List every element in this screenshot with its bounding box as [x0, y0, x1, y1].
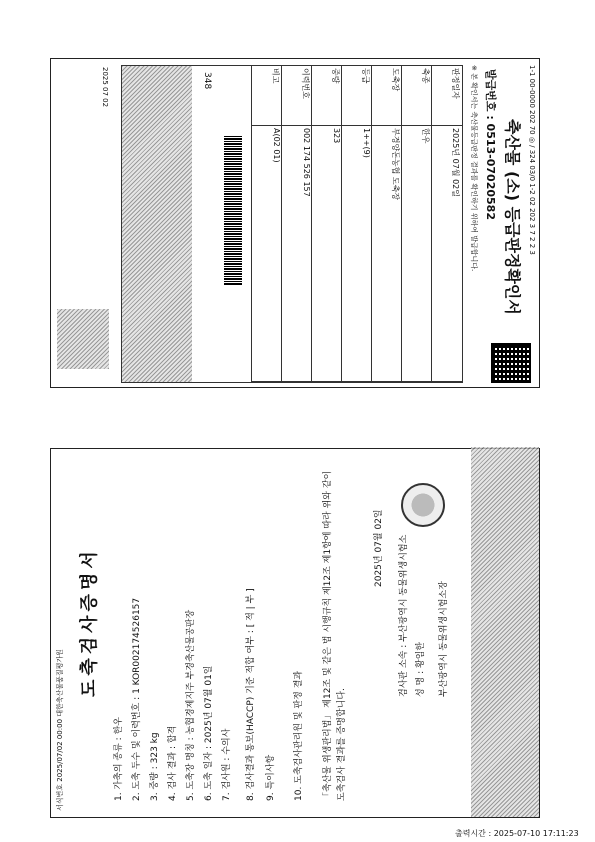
item-5: 5. 도축장 명칭 : 농협경제지주 부경축산물공판장	[186, 609, 196, 801]
item-no: 4.	[168, 792, 178, 801]
bottom-header-line: 서식번호 2025/07/02 00:00 대한축산물품질평가원	[56, 649, 64, 811]
row-value: A(02 01)	[252, 126, 282, 382]
section-10: 10. 도축검사관리원 및 판정 결과	[294, 670, 304, 801]
item-no: 7.	[222, 792, 232, 801]
item-label: 검사 결과	[168, 751, 178, 790]
top-header-line: 1-1 00-0000 202 70 ◎ / 324 03/0 1-2 02 202 3 7 2 2 3	[528, 65, 536, 255]
official-stamp	[401, 483, 445, 527]
bottom-document	[50, 448, 540, 818]
item-value: 323 kg	[150, 732, 160, 764]
row-label: 축종	[402, 66, 432, 126]
item-label: 도축 일자	[204, 751, 214, 790]
item-6: 6. 도축 일자 : 2025년 07월 01일	[204, 665, 214, 801]
section-9: 9. 특이사항	[266, 754, 276, 801]
row-value: 1++(9)	[342, 126, 372, 382]
item-no: 1.	[114, 792, 124, 801]
item-label: 검사원	[222, 763, 232, 790]
top-stamp-box	[57, 309, 109, 369]
row-value: 부경양돈농협 도축장	[372, 126, 402, 382]
item-value: 2025년 07월 01일	[204, 665, 214, 744]
row-label: 중량	[312, 66, 342, 126]
section-8: 8. 검사결과 통보(HACCP) 기준 적합 여부 : [ 적 | 부 ]	[246, 588, 256, 801]
row-label: 비고	[252, 66, 282, 126]
row-label: 이력번호	[282, 66, 312, 126]
print-time: 출력시간 : 2025-07-10 17:11:23	[455, 829, 579, 838]
top-title: 축산물 (소) 등급판정확인서	[503, 119, 522, 315]
row-value: 한우	[402, 126, 432, 382]
item-4: 4. 검사 결과 : 합격	[168, 725, 178, 801]
item-1: 1. 가축의 종류 : 한우	[114, 717, 124, 801]
item-no: 3.	[150, 792, 160, 801]
item-value: 합격	[168, 725, 178, 744]
row-label: 등급	[342, 66, 372, 126]
top-doc-number: 발급번호 : 0513-07020582	[484, 69, 497, 220]
item-7: 7. 검사원 : 수의사	[222, 728, 232, 801]
item-value: 한우	[114, 717, 124, 735]
footer: 부산광역시 동물위생시험소장	[439, 581, 449, 697]
item-value: 농협경제지주 부경축산물공판장	[186, 609, 196, 735]
item-value: 수의사	[222, 728, 232, 755]
item-no: 5.	[186, 792, 196, 801]
issue-date: 2025년 07월 02일	[374, 509, 384, 587]
item-2: 2. 도축 두수 및 이력번호 : 1 KOR002174526157	[132, 597, 142, 801]
top-document	[50, 58, 540, 388]
item-3: 3. 중량 : 323 kg	[150, 732, 160, 801]
item-value: 1 KOR002174526157	[132, 597, 142, 694]
top-notes: ※ 본 확인서는 축산물등급판정 결과를 확인하기 위하여 발급합니다.	[470, 65, 478, 272]
item-label: 중량	[150, 772, 160, 790]
row-label: 도축장	[372, 66, 402, 126]
item-label: 도축 두수 및 이력번호	[132, 702, 142, 790]
issuer: 검사관 소속 : 부산광역시 동물위생시험소	[399, 534, 409, 697]
top-table	[121, 65, 463, 383]
inspector: 성 명 : 황임한	[416, 641, 426, 697]
item-no: 2.	[132, 792, 142, 801]
row-label: 판정일자	[432, 66, 462, 126]
body-text: 「축산물 위생관리법」 제12조 및 같은 법 시행규칙 제12조 제1항에 따라 위와 같이 도축검사 결과를 증명합니다.	[323, 470, 347, 801]
item-label: 가축의 종류	[114, 743, 124, 790]
redacted-strip	[471, 447, 539, 817]
top-qr-code	[491, 343, 531, 383]
barcode	[224, 136, 242, 286]
redacted-area	[122, 66, 192, 382]
row-value: 323	[312, 126, 342, 382]
item-no: 6.	[204, 792, 214, 801]
bottom-title: 도축검사증명서	[79, 547, 100, 697]
side-count: 348	[202, 72, 212, 90]
row-value: 002 174 526 157	[282, 126, 312, 382]
row-value: 2025년 07월 02일	[432, 126, 462, 382]
item-label: 도축장 명칭	[186, 743, 196, 790]
top-left-code: 2025 07 02	[101, 67, 109, 108]
